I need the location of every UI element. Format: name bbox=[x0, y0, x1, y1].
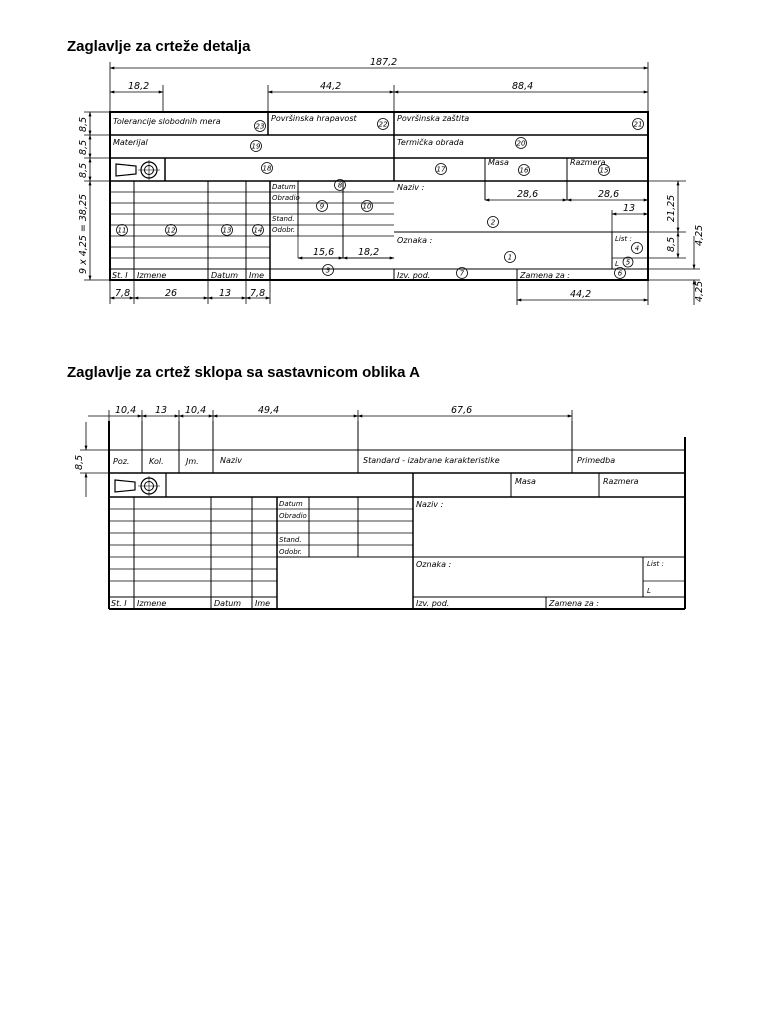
svg-text:14: 14 bbox=[253, 226, 263, 235]
dim-h2: 8,5 bbox=[78, 139, 89, 155]
jm-label: Jm. bbox=[186, 457, 199, 466]
dim-right-h2: 8,5 bbox=[666, 236, 677, 252]
kol-label: Kol. bbox=[149, 457, 164, 466]
dim-a3: 10,4 bbox=[185, 405, 207, 416]
ime-label-2: Ime bbox=[255, 599, 271, 608]
odobrio-label: Odobr. bbox=[272, 226, 296, 234]
izmene-label: Izmene bbox=[137, 271, 167, 280]
svg-text:13: 13 bbox=[222, 226, 232, 235]
svg-text:11: 11 bbox=[117, 226, 127, 235]
zamena-za-label-2: Zamena za : bbox=[549, 599, 599, 608]
termicka-obrada-label: Termička obrada bbox=[397, 138, 464, 147]
dim-a-h: 8,5 bbox=[74, 454, 85, 470]
dim-88-4: 88,4 bbox=[512, 81, 534, 92]
povrsinska-zastita-label: Površinska zaštita bbox=[397, 114, 470, 123]
razmera-label: Razmera bbox=[570, 158, 606, 167]
svg-text:23: 23 bbox=[255, 122, 265, 131]
datum-label: Datum bbox=[272, 183, 296, 191]
svg-text:1: 1 bbox=[507, 253, 513, 262]
zamena-za-label: Zamena za : bbox=[520, 271, 570, 280]
obradio-label: Obradio bbox=[272, 194, 300, 202]
standard-col-label: Standard - izabrane karakteristike bbox=[363, 456, 500, 465]
dim-h3: 8,5 bbox=[78, 162, 89, 178]
tolerancije-label: Tolerancije slobodnih mera bbox=[113, 117, 221, 126]
dim-list-w: 13 bbox=[623, 203, 636, 214]
datum-label-2: Datum bbox=[279, 500, 303, 508]
heading-assembly-title-block: Zaglavlje za crtež sklopa sa sastavnicom oblika A bbox=[67, 364, 420, 381]
masa-label-2: Masa bbox=[515, 477, 536, 486]
dim-44-2: 44,2 bbox=[320, 81, 342, 92]
izmene-label-2: Izmene bbox=[137, 599, 167, 608]
dim-right-h3: 4,25 bbox=[694, 224, 705, 246]
naziv-label: Naziv : bbox=[397, 183, 425, 192]
naziv-col-label: Naziv bbox=[220, 456, 243, 465]
dim-a5: 67,6 bbox=[451, 405, 473, 416]
svg-text:6: 6 bbox=[617, 269, 623, 278]
svg-text:10: 10 bbox=[362, 202, 372, 211]
assembly-block-dimensions bbox=[80, 410, 572, 497]
dim-std-w2: 18,2 bbox=[358, 247, 380, 258]
svg-text:15: 15 bbox=[599, 166, 609, 175]
obradio-label-2: Obradio bbox=[279, 512, 307, 520]
svg-text:5: 5 bbox=[625, 258, 631, 267]
odobrio-label-2: Odobr. bbox=[279, 548, 303, 556]
oznaka-label-2: Oznaka : bbox=[416, 560, 452, 569]
dim-right-h1: 21,25 bbox=[666, 194, 677, 222]
svg-text:22: 22 bbox=[378, 120, 388, 129]
dim-razmera-w: 28,6 bbox=[598, 189, 620, 200]
list-label: List : bbox=[615, 235, 632, 243]
dim-h1: 8,5 bbox=[78, 116, 89, 132]
razmera-label-2: Razmera bbox=[603, 477, 639, 486]
poz-label: Poz. bbox=[113, 457, 130, 466]
primedba-label: Primedba bbox=[577, 456, 616, 465]
dim-masa-w: 28,6 bbox=[517, 189, 539, 200]
oznaka-label: Oznaka : bbox=[397, 236, 433, 245]
standard-label-2: Stand. bbox=[279, 536, 302, 544]
detail-block-dimension-text bbox=[78, 57, 705, 302]
st-i-label: St. I bbox=[112, 271, 128, 280]
dim-a1: 10,4 bbox=[115, 405, 137, 416]
svg-text:4: 4 bbox=[634, 244, 640, 253]
dim-18-2: 18,2 bbox=[128, 81, 150, 92]
masa-label: Masa bbox=[488, 158, 509, 167]
svg-text:18: 18 bbox=[262, 164, 272, 173]
datum-bottom-label: Datum bbox=[211, 271, 239, 280]
svg-text:12: 12 bbox=[166, 226, 176, 235]
assembly-title-block bbox=[109, 421, 685, 609]
dim-b2: 26 bbox=[165, 288, 178, 299]
ime-label: Ime bbox=[249, 271, 265, 280]
dim-std-w1: 15,6 bbox=[313, 247, 335, 258]
dim-b1: 7,8 bbox=[115, 288, 131, 299]
svg-text:20: 20 bbox=[516, 139, 526, 148]
detail-block-circled-numbers bbox=[117, 119, 644, 279]
datum-bottom-label-2: Datum bbox=[214, 599, 242, 608]
izv-pod-label: Izv. pod. bbox=[397, 271, 431, 280]
dim-b4: 7,8 bbox=[250, 288, 266, 299]
svg-text:16: 16 bbox=[519, 166, 529, 175]
izv-pod-label-2: Izv. pod. bbox=[416, 599, 450, 608]
svg-text:9: 9 bbox=[319, 202, 325, 211]
l-label: L bbox=[615, 260, 619, 268]
list-label-2: List : bbox=[647, 560, 664, 568]
dim-a2: 13 bbox=[155, 405, 168, 416]
l-label-2: L bbox=[647, 587, 651, 595]
svg-text:17: 17 bbox=[436, 165, 446, 174]
svg-text:8: 8 bbox=[337, 181, 343, 190]
svg-text:2: 2 bbox=[490, 218, 496, 227]
dim-grid: 9 x 4,25 = 38,25 bbox=[78, 193, 89, 274]
heading-detail-title-block: Zaglavlje za crteže detalja bbox=[67, 38, 251, 55]
dim-a4: 49,4 bbox=[258, 405, 280, 416]
dim-right-h4: 4,25 bbox=[694, 280, 705, 302]
st-i-label-2: St. I bbox=[111, 599, 127, 608]
materijal-label: Materijal bbox=[113, 138, 148, 147]
dim-b3: 13 bbox=[219, 288, 232, 299]
standard-label: Stand. bbox=[272, 215, 295, 223]
assembly-block-labels bbox=[111, 456, 664, 608]
povrsinska-hrapavost-label: Površinska hrapavost bbox=[271, 114, 357, 123]
naziv-label-2: Naziv : bbox=[416, 500, 444, 509]
dim-total: 187,2 bbox=[370, 57, 398, 68]
detail-block-circled-number-text bbox=[118, 121, 643, 278]
svg-text:21: 21 bbox=[633, 120, 643, 129]
svg-text:3: 3 bbox=[325, 266, 331, 275]
svg-text:19: 19 bbox=[251, 142, 261, 151]
dim-bottom-right: 44,2 bbox=[570, 289, 592, 300]
svg-text:7: 7 bbox=[459, 269, 465, 278]
